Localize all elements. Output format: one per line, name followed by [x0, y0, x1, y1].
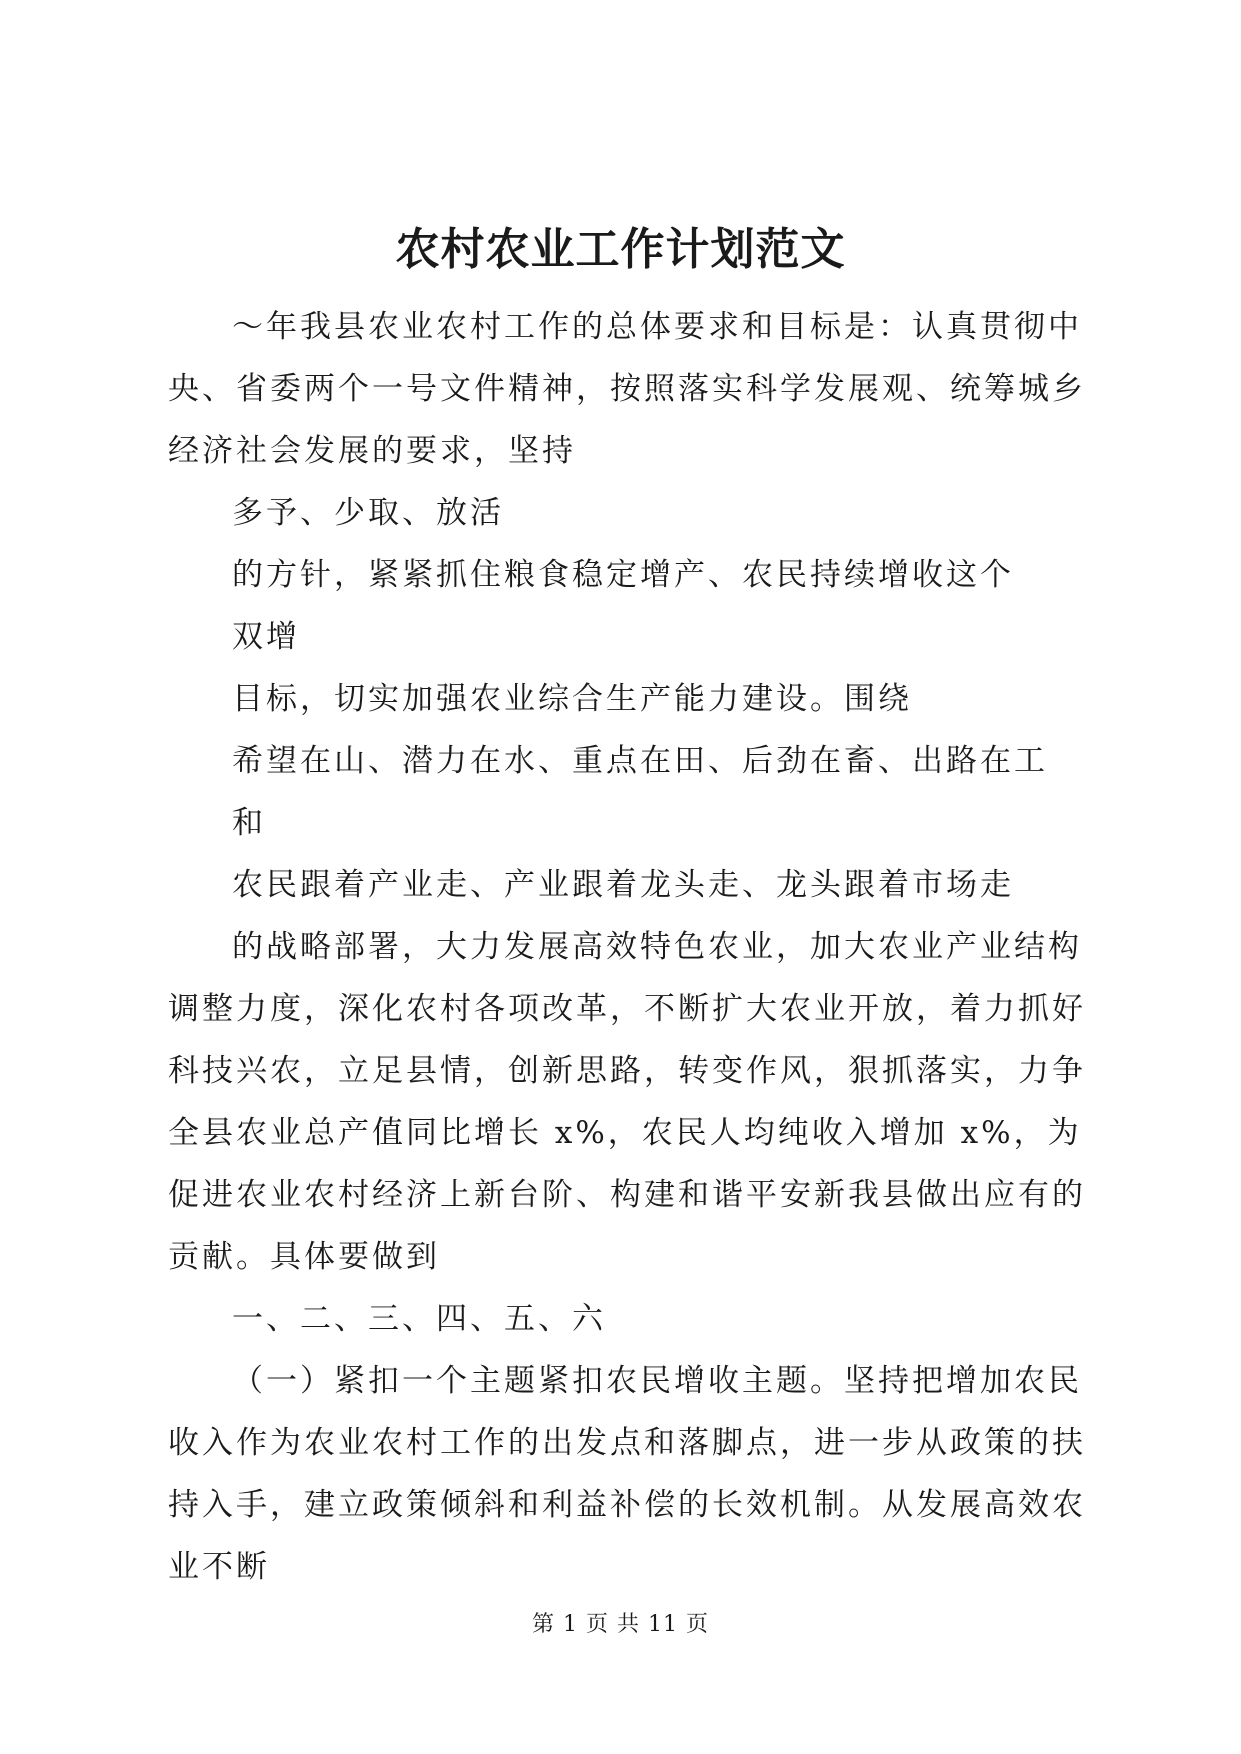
document-body [168, 296, 1088, 1598]
paragraph: 的方针，紧紧抓住粮食稳定增产、农民持续增收这个 [232, 557, 1014, 593]
paragraph: 一、二、三、四、五、六 [232, 1301, 606, 1337]
paragraph: 和 [232, 805, 266, 841]
paragraph: ～年我县农业农村工作的总体要求和目标是：认真贯彻中央、省委两个一号文件精神，按照落实科学发展观、统筹城乡经济社会发展的要求，坚持 [168, 309, 1086, 469]
paragraph: 目标，切实加强农业综合生产能力建设。围绕 [232, 681, 912, 717]
paragraph: 希望在山、潜力在水、重点在田、后劲在畜、出路在工 [232, 743, 1048, 779]
page-footer: 第 1 页 共 11 页 [532, 1612, 709, 1637]
paragraph: 双增 [232, 619, 300, 655]
paragraph: 农民跟着产业走、产业跟着龙头走、龙头跟着市场走 [232, 867, 1014, 903]
paragraph: （一）紧扣一个主题紧扣农民增收主题。坚持把增加农民收入作为农业农村工作的出发点和落脚点，进一步从政策的扶持入手，建立政策倾斜和利益补偿的长效机制。从发展高效农业不断 [168, 1363, 1086, 1585]
document-title: 农村农业工作计划范文 [395, 224, 846, 275]
paragraph: 多予、少取、放活 [232, 495, 504, 531]
paragraph: 的战略部署，大力发展高效特色农业，加大农业产业结构调整力度，深化农村各项改革，不断扩大农业开放，着力抓好科技兴农，立足县情，创新思路，转变作风，狠抓落实，力争全县农业总产值同比增长 x%，农民人均纯收入增加 x%，为促进农业农村经济上新台阶、构建和谐平安新我县做出应有的贡献。具体要做到 [168, 929, 1086, 1275]
